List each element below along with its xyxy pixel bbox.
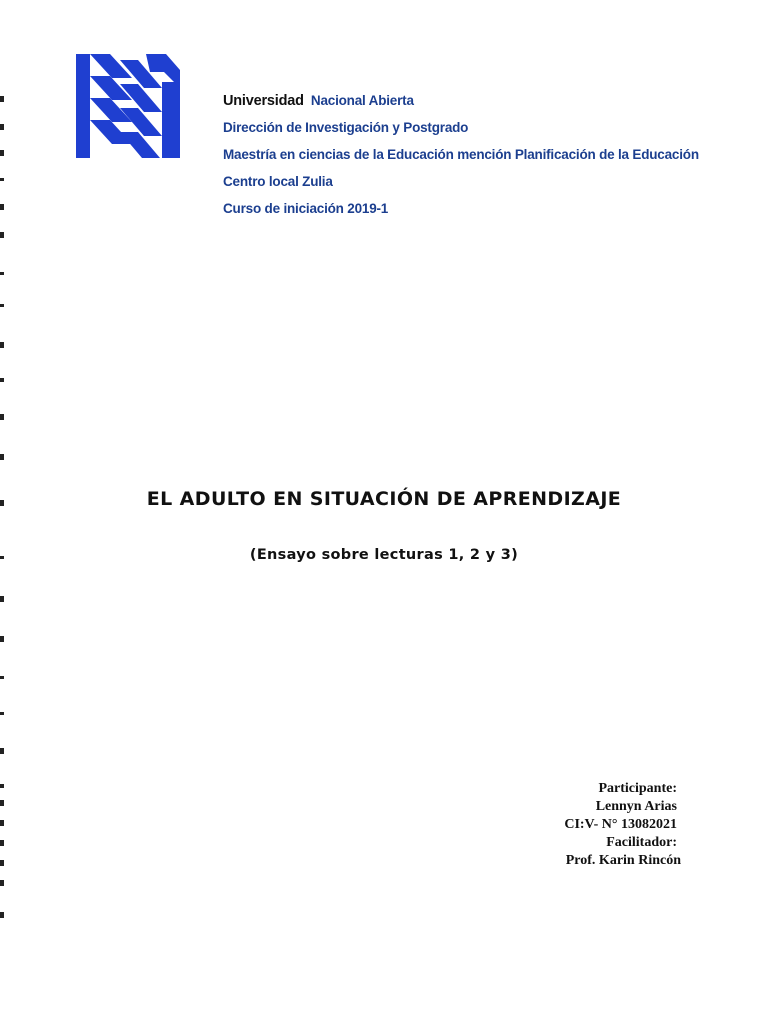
institution-header <box>223 92 699 227</box>
margin-mark <box>0 124 4 130</box>
margin-mark <box>0 178 4 181</box>
margin-mark <box>0 636 4 642</box>
margin-mark <box>0 676 4 679</box>
margin-mark <box>0 204 4 210</box>
margin-mark <box>0 454 4 460</box>
facilitator-name: Prof. Karin Rincón <box>565 853 681 868</box>
margin-mark <box>0 748 4 754</box>
margin-mark <box>0 800 4 806</box>
course-line: Curso de iniciación 2019-1 <box>223 201 389 216</box>
margin-mark <box>0 880 4 886</box>
margin-mark <box>0 304 4 307</box>
margin-mark <box>0 96 4 102</box>
university-line <box>223 92 699 119</box>
document-subtitle: (Ensayo sobre lecturas 1, 2 y 3) <box>249 547 519 563</box>
credits-block <box>564 780 681 870</box>
margin-mark <box>0 860 4 866</box>
participant-label: Participante: <box>598 781 677 796</box>
university-word: Universidad <box>223 93 304 109</box>
university-name: Nacional Abierta <box>310 93 414 108</box>
margin-mark <box>0 150 4 156</box>
una-logo-icon <box>76 54 180 158</box>
margin-mark <box>0 414 4 420</box>
facilitator-label: Facilitador: <box>606 835 677 850</box>
participant-name: Lennyn Arias <box>595 799 677 814</box>
margin-mark <box>0 342 4 348</box>
margin-mark <box>0 820 4 826</box>
margin-mark <box>0 912 4 918</box>
margin-mark <box>0 840 4 846</box>
department-line: Dirección de Investigación y Postgrado <box>223 120 469 135</box>
margin-mark <box>0 596 4 602</box>
margin-mark <box>0 272 4 275</box>
program-line: Maestría en ciencias de la Educación mención Planificación de la Educación <box>223 147 699 162</box>
margin-mark <box>0 378 4 382</box>
center-line: Centro local Zulia <box>223 174 333 189</box>
left-margin-marks <box>0 0 10 1024</box>
margin-mark <box>0 784 4 788</box>
margin-mark <box>0 232 4 238</box>
margin-mark <box>0 712 4 715</box>
document-title: EL ADULTO EN SITUACIÓN DE APRENDIZAJE <box>146 488 622 510</box>
id-number: CI:V- N° 13082021 <box>564 817 677 832</box>
